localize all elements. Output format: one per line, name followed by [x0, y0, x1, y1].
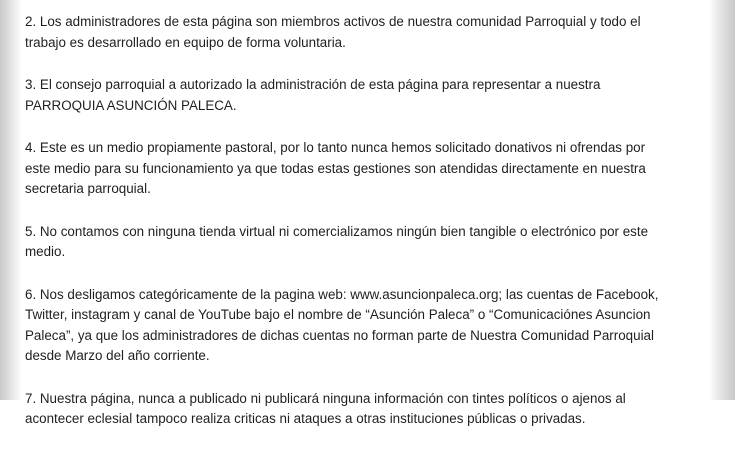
paragraph-3 [25, 75, 711, 116]
paragraph-4 [25, 138, 711, 200]
paragraph-line: 3. El consejo parroquial a autorizado la administración de esta página para representar a nuestra [25, 77, 601, 92]
paragraph-2 [25, 12, 711, 53]
paragraph-line: Paleca”, ya que los administradores de dichas cuentas no forman parte de Nuestra Comunidad Parroquial [25, 327, 654, 343]
paragraph-line: secretaria parroquial. [25, 181, 151, 196]
paragraph-line: 2. Los administradores de esta página son miembros activos de nuestra comunidad Parroquial y todo el [25, 14, 641, 29]
paragraph-line: PARROQUIA ASUNCIÓN PALECA. [25, 97, 237, 113]
paragraph-line: 5. No contamos con ninguna tienda virtual ni comercializamos ningún bien tangible o electrónico por este [25, 223, 649, 239]
statement-text-block [25, 12, 711, 452]
paragraph-line: 4. Este es un medio propiamente pastoral, por lo tanto nunca hemos solicitado donativos ni ofrendas por [25, 140, 646, 155]
paragraph-line: desde Marzo del año corriente. [25, 348, 210, 363]
paragraph-7 [25, 389, 711, 430]
left-gray-border [0, 0, 22, 400]
paragraph-6 [25, 285, 711, 367]
paragraph-line: 6. Nos desligamos categóricamente de la pagina web: www.asuncionpaleca.org; las cuentas de Facebook, [25, 286, 659, 302]
paragraph-line: Twitter, instagram y canal de YouTube bajo el nombre de “Asunción Paleca” o “Comunicaciónes Asuncion [25, 307, 651, 322]
paragraph-line: este medio para su funcionamiento ya que todas estas gestiones son atendidas directamente en nuestra [25, 160, 646, 176]
paragraph-line: 7. Nuestra página, nunca a publicado ni publicará ninguna información con tintes políticos o ajenos al [25, 390, 626, 406]
paragraph-5 [25, 222, 711, 263]
paragraph-line: acontecer eclesial tampoco realiza criticas ni ataques a otras instituciones públicas o privadas. [25, 411, 586, 426]
paragraph-line: trabajo es desarrollado en equipo de forma voluntaria. [25, 34, 346, 50]
paragraph-line: medio. [25, 244, 66, 259]
right-gray-border [709, 0, 735, 400]
